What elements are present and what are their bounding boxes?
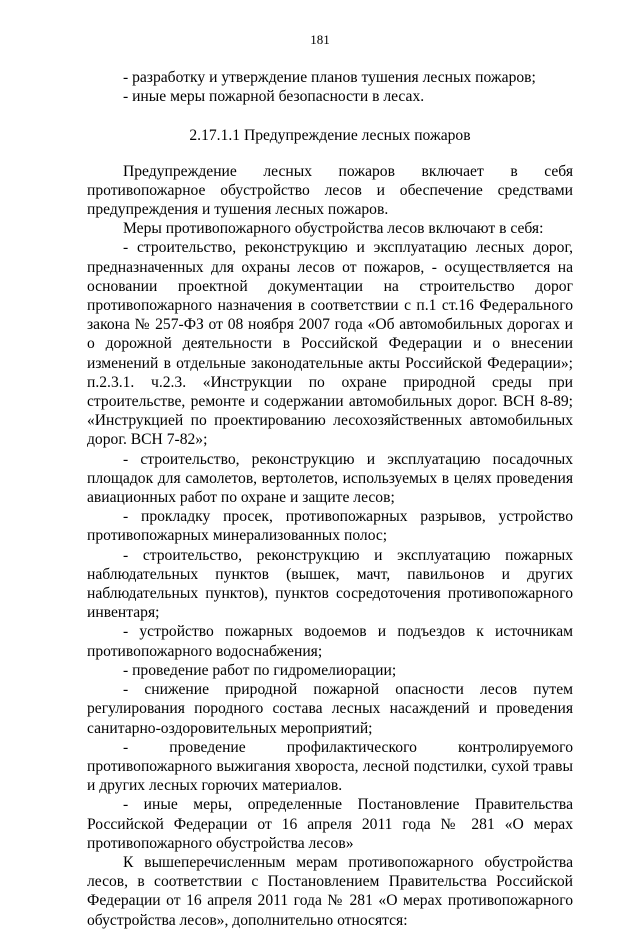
paragraph-measures-intro: Меры противопожарного обустройства лесов включают в себя:: [123, 220, 544, 238]
list-item-forest-roads: - строительство, реконструкцию и эксплуатацию лесных дорог, предназначенных для охраны лесов от пожаров, - осуществляется на основании проектной документации на строительство дорог противопожарного назначения в соответствии с п.1 ст.16 Федерального закона № 257-ФЗ от 08 ноября 2007 года «Об автомобильных дорогах и о дорожной деятельности в Российской Федерации и о внесении изменений в отдельные законодательные акты Российской Федерации»; п.2.3.1. ч.2.3. «Инструкции по охране природной среды при строительстве, ремонте и содержании автомобильных дорог. ВСН 8-89; «Инструкцией по проектированию лесохозяйственных автомобильных дорог. ВСН 7-82»;: [87, 239, 573, 449]
section-heading: 2.17.1.1 Предупреждение лесных пожаров: [189, 127, 471, 145]
page-number: 181: [310, 32, 330, 47]
list-item-observation-points: - строительство, реконструкцию и эксплуатацию пожарных наблюдательных пунктов (вышек, мачт, павильонов и других наблюдательных пунктов), пунктов сосредоточения противопожарного инвентаря;: [87, 546, 573, 622]
document-body: [87, 68, 573, 930]
list-item-water-sources: - устройство пожарных водоемов и подъездов к источникам противопожарного водоснабжения;: [87, 623, 573, 660]
paragraph-additional-measures: К вышеперечисленным мерам противопожарного обустройства лесов, в соответствии с Постановлением Правительства Российской Федерации от 16 апреля 2011 года № 281 «О мерах противопожарного обустройства лесов», дополнительно относятся:: [87, 853, 573, 929]
list-item-controlled-burning: - проведение профилактического контролируемого противопожарного выжигания хвороста, лесной подстилки, сухой травы и других лесных горючих материалов.: [87, 738, 573, 795]
list-item-firebreaks: - прокладку просек, противопожарных разрывов, устройство противопожарных минерализованных полос;: [87, 508, 573, 545]
list-item-fire-hazard-reduction: - снижение природной пожарной опасности лесов путем регулирования породного состава лесных насаждений и проведения санитарно-оздоровительных мероприятий;: [87, 681, 573, 737]
list-item-hydromelioration: - проведение работ по гидромелиорации;: [123, 661, 397, 679]
paragraph-prevention: Предупреждение лесных пожаров включает в себя противопожарное обустройство лесов и обеспечение средствами предупреждения и тушения лесных пожаров.: [87, 162, 573, 219]
list-item-other-regulations: - иные меры, определенные Постановление Правительства Российской Федерации от 16 апреля 2011 года № 281 «О мерах противопожарного обустройства лесов»: [87, 796, 573, 852]
list-item-fire-plans: - разработку и утверждение планов тушения лесных пожаров;: [123, 69, 536, 86]
list-item-landing-sites: - строительство, реконструкцию и эксплуатацию посадочных площадок для самолетов, вертолетов, используемых в целях проведения авиационных работ по охране и защите лесов;: [87, 450, 573, 507]
list-item-other-measures: - иные меры пожарной безопасности в лесах.: [123, 88, 425, 106]
